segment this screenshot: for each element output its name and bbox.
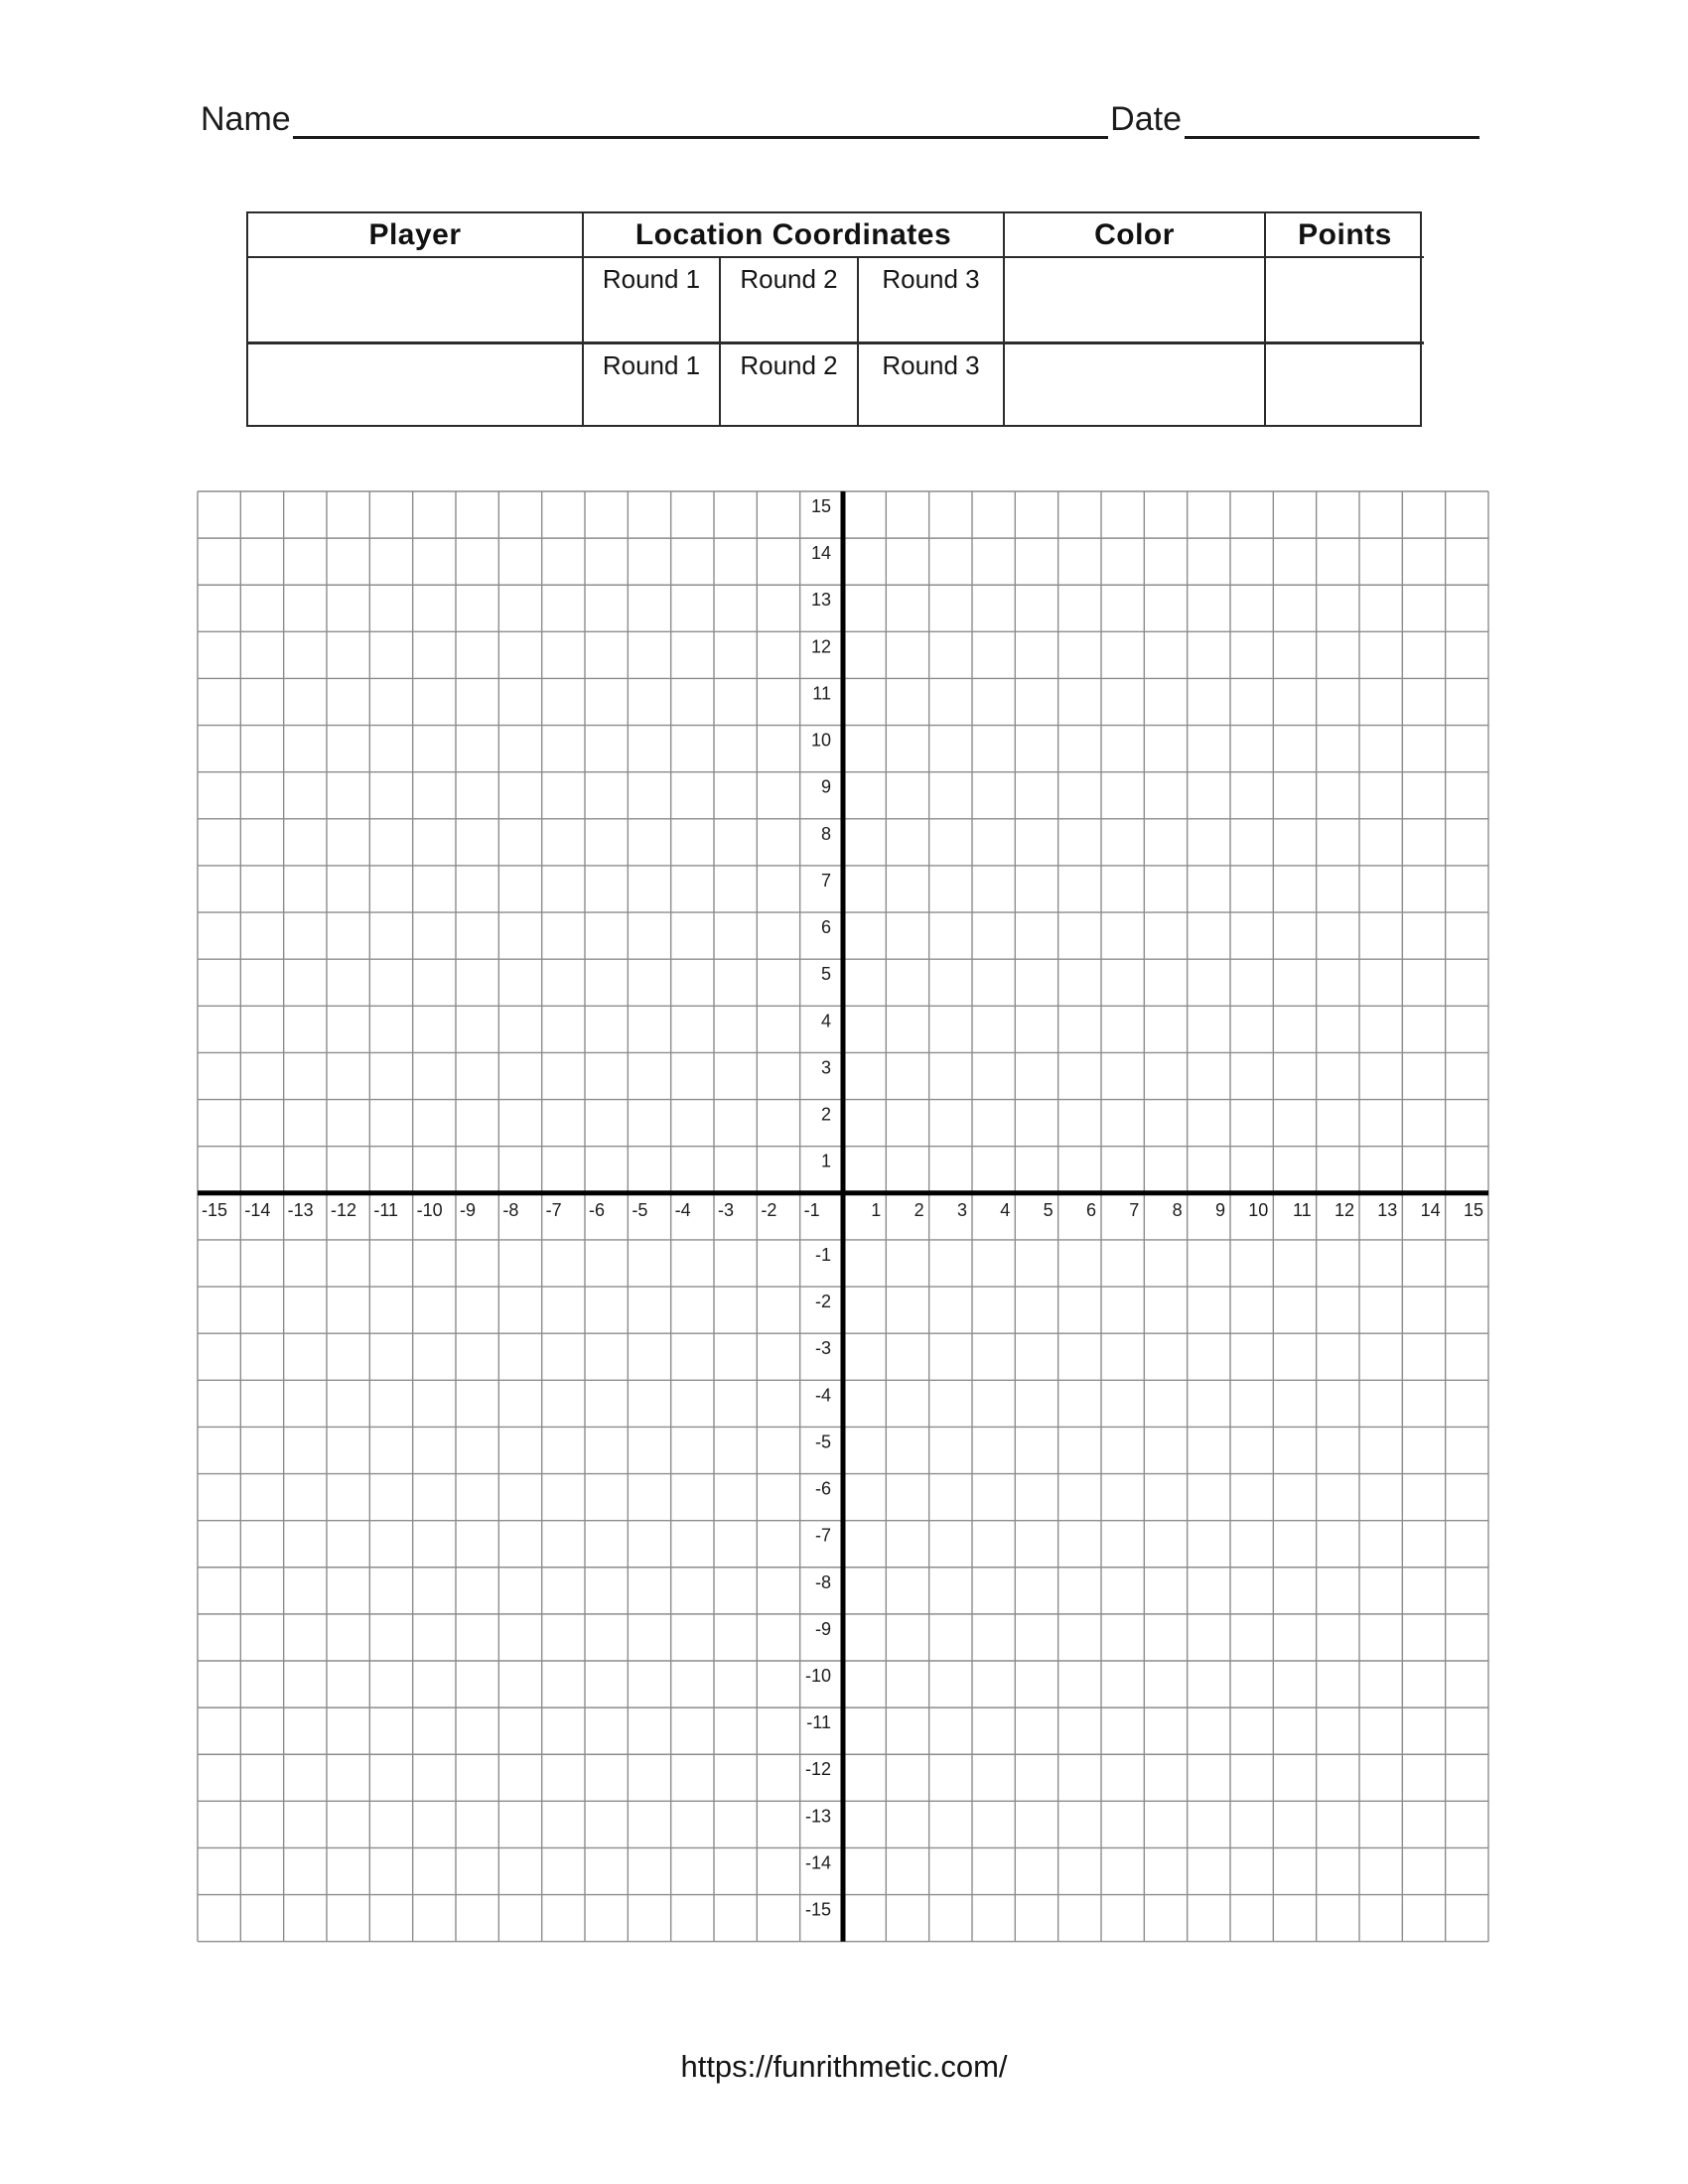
svg-text:-2: -2 xyxy=(814,1292,831,1312)
svg-text:-8: -8 xyxy=(814,1571,831,1592)
player1-round3-cell: Round 3 xyxy=(859,258,1005,344)
player2-round2-cell: Round 2 xyxy=(721,344,859,425)
svg-text:4: 4 xyxy=(1000,1199,1011,1220)
svg-text:7: 7 xyxy=(820,870,831,890)
svg-text:-7: -7 xyxy=(545,1199,562,1220)
svg-text:11: 11 xyxy=(1292,1199,1312,1220)
player2-points-cell xyxy=(1266,344,1424,425)
svg-text:12: 12 xyxy=(1334,1199,1354,1220)
svg-text:-11: -11 xyxy=(806,1712,831,1733)
svg-text:8: 8 xyxy=(820,823,831,844)
svg-text:15: 15 xyxy=(810,496,831,516)
player2-round3-cell: Round 3 xyxy=(859,344,1005,425)
svg-text:-14: -14 xyxy=(804,1852,831,1873)
svg-text:-5: -5 xyxy=(814,1432,831,1452)
svg-text:-1: -1 xyxy=(814,1244,831,1265)
svg-text:13: 13 xyxy=(1377,1199,1398,1220)
svg-text:-12: -12 xyxy=(330,1199,357,1220)
svg-text:9: 9 xyxy=(1214,1199,1225,1220)
svg-text:5: 5 xyxy=(1043,1199,1054,1220)
svg-text:2: 2 xyxy=(820,1104,831,1125)
svg-text:-6: -6 xyxy=(814,1478,831,1499)
svg-text:-9: -9 xyxy=(459,1199,477,1220)
svg-text:-10: -10 xyxy=(804,1666,831,1686)
player2-round1-cell: Round 1 xyxy=(584,344,721,425)
player1-round1-cell: Round 1 xyxy=(584,258,721,344)
player1-color-cell xyxy=(1005,258,1266,344)
svg-text:9: 9 xyxy=(820,776,831,797)
svg-text:-4: -4 xyxy=(674,1199,691,1220)
name-blank-line xyxy=(293,129,1108,139)
player1-round2-cell: Round 2 xyxy=(721,258,859,344)
svg-text:10: 10 xyxy=(1248,1199,1269,1220)
svg-text:-13: -13 xyxy=(804,1806,831,1827)
svg-text:-15: -15 xyxy=(202,1199,228,1220)
svg-text:6: 6 xyxy=(820,917,831,938)
svg-text:-2: -2 xyxy=(761,1199,777,1220)
score-table xyxy=(246,211,1422,427)
svg-text:12: 12 xyxy=(810,636,831,657)
svg-text:14: 14 xyxy=(810,543,831,564)
svg-text:3: 3 xyxy=(956,1199,967,1220)
svg-text:-13: -13 xyxy=(287,1199,314,1220)
svg-text:15: 15 xyxy=(1463,1199,1483,1220)
player-column-header: Player xyxy=(248,213,584,258)
svg-text:1: 1 xyxy=(820,1151,831,1171)
svg-text:13: 13 xyxy=(810,590,831,611)
coordinate-grid xyxy=(198,491,1489,1943)
player1-name-cell xyxy=(248,258,584,344)
svg-text:-1: -1 xyxy=(803,1199,820,1220)
footer-url: https://funrithmetic.com/ xyxy=(680,2049,1008,2084)
svg-text:5: 5 xyxy=(820,964,831,985)
svg-text:-10: -10 xyxy=(416,1199,443,1220)
date-blank-line xyxy=(1185,129,1479,139)
player1-points-cell xyxy=(1266,258,1424,344)
player2-color-cell xyxy=(1005,344,1266,425)
svg-text:-14: -14 xyxy=(244,1199,271,1220)
svg-text:-5: -5 xyxy=(632,1199,648,1220)
svg-text:-6: -6 xyxy=(588,1199,606,1220)
svg-text:8: 8 xyxy=(1172,1199,1183,1220)
svg-text:2: 2 xyxy=(914,1199,924,1220)
svg-text:7: 7 xyxy=(1129,1199,1140,1220)
date-label: Date xyxy=(1110,100,1182,138)
svg-text:6: 6 xyxy=(1085,1199,1096,1220)
svg-text:-3: -3 xyxy=(717,1199,735,1220)
svg-text:-12: -12 xyxy=(804,1759,831,1780)
name-date-row xyxy=(201,95,1479,139)
svg-text:14: 14 xyxy=(1420,1199,1441,1220)
svg-text:-4: -4 xyxy=(814,1385,831,1406)
svg-text:10: 10 xyxy=(810,730,831,751)
svg-text:3: 3 xyxy=(820,1057,831,1078)
svg-text:4: 4 xyxy=(820,1011,831,1031)
svg-text:-15: -15 xyxy=(804,1899,831,1920)
player2-name-cell xyxy=(248,344,584,425)
svg-text:-9: -9 xyxy=(814,1618,831,1639)
location-coordinates-header: Location Coordinates xyxy=(584,213,1005,258)
name-label: Name xyxy=(201,100,291,138)
color-column-header: Color xyxy=(1005,213,1266,258)
svg-text:1: 1 xyxy=(871,1199,882,1220)
svg-text:-7: -7 xyxy=(814,1525,831,1546)
svg-text:-3: -3 xyxy=(814,1338,831,1359)
svg-text:-8: -8 xyxy=(502,1199,519,1220)
svg-text:11: 11 xyxy=(812,683,831,704)
points-column-header: Points xyxy=(1266,213,1424,258)
svg-text:-11: -11 xyxy=(373,1199,399,1220)
